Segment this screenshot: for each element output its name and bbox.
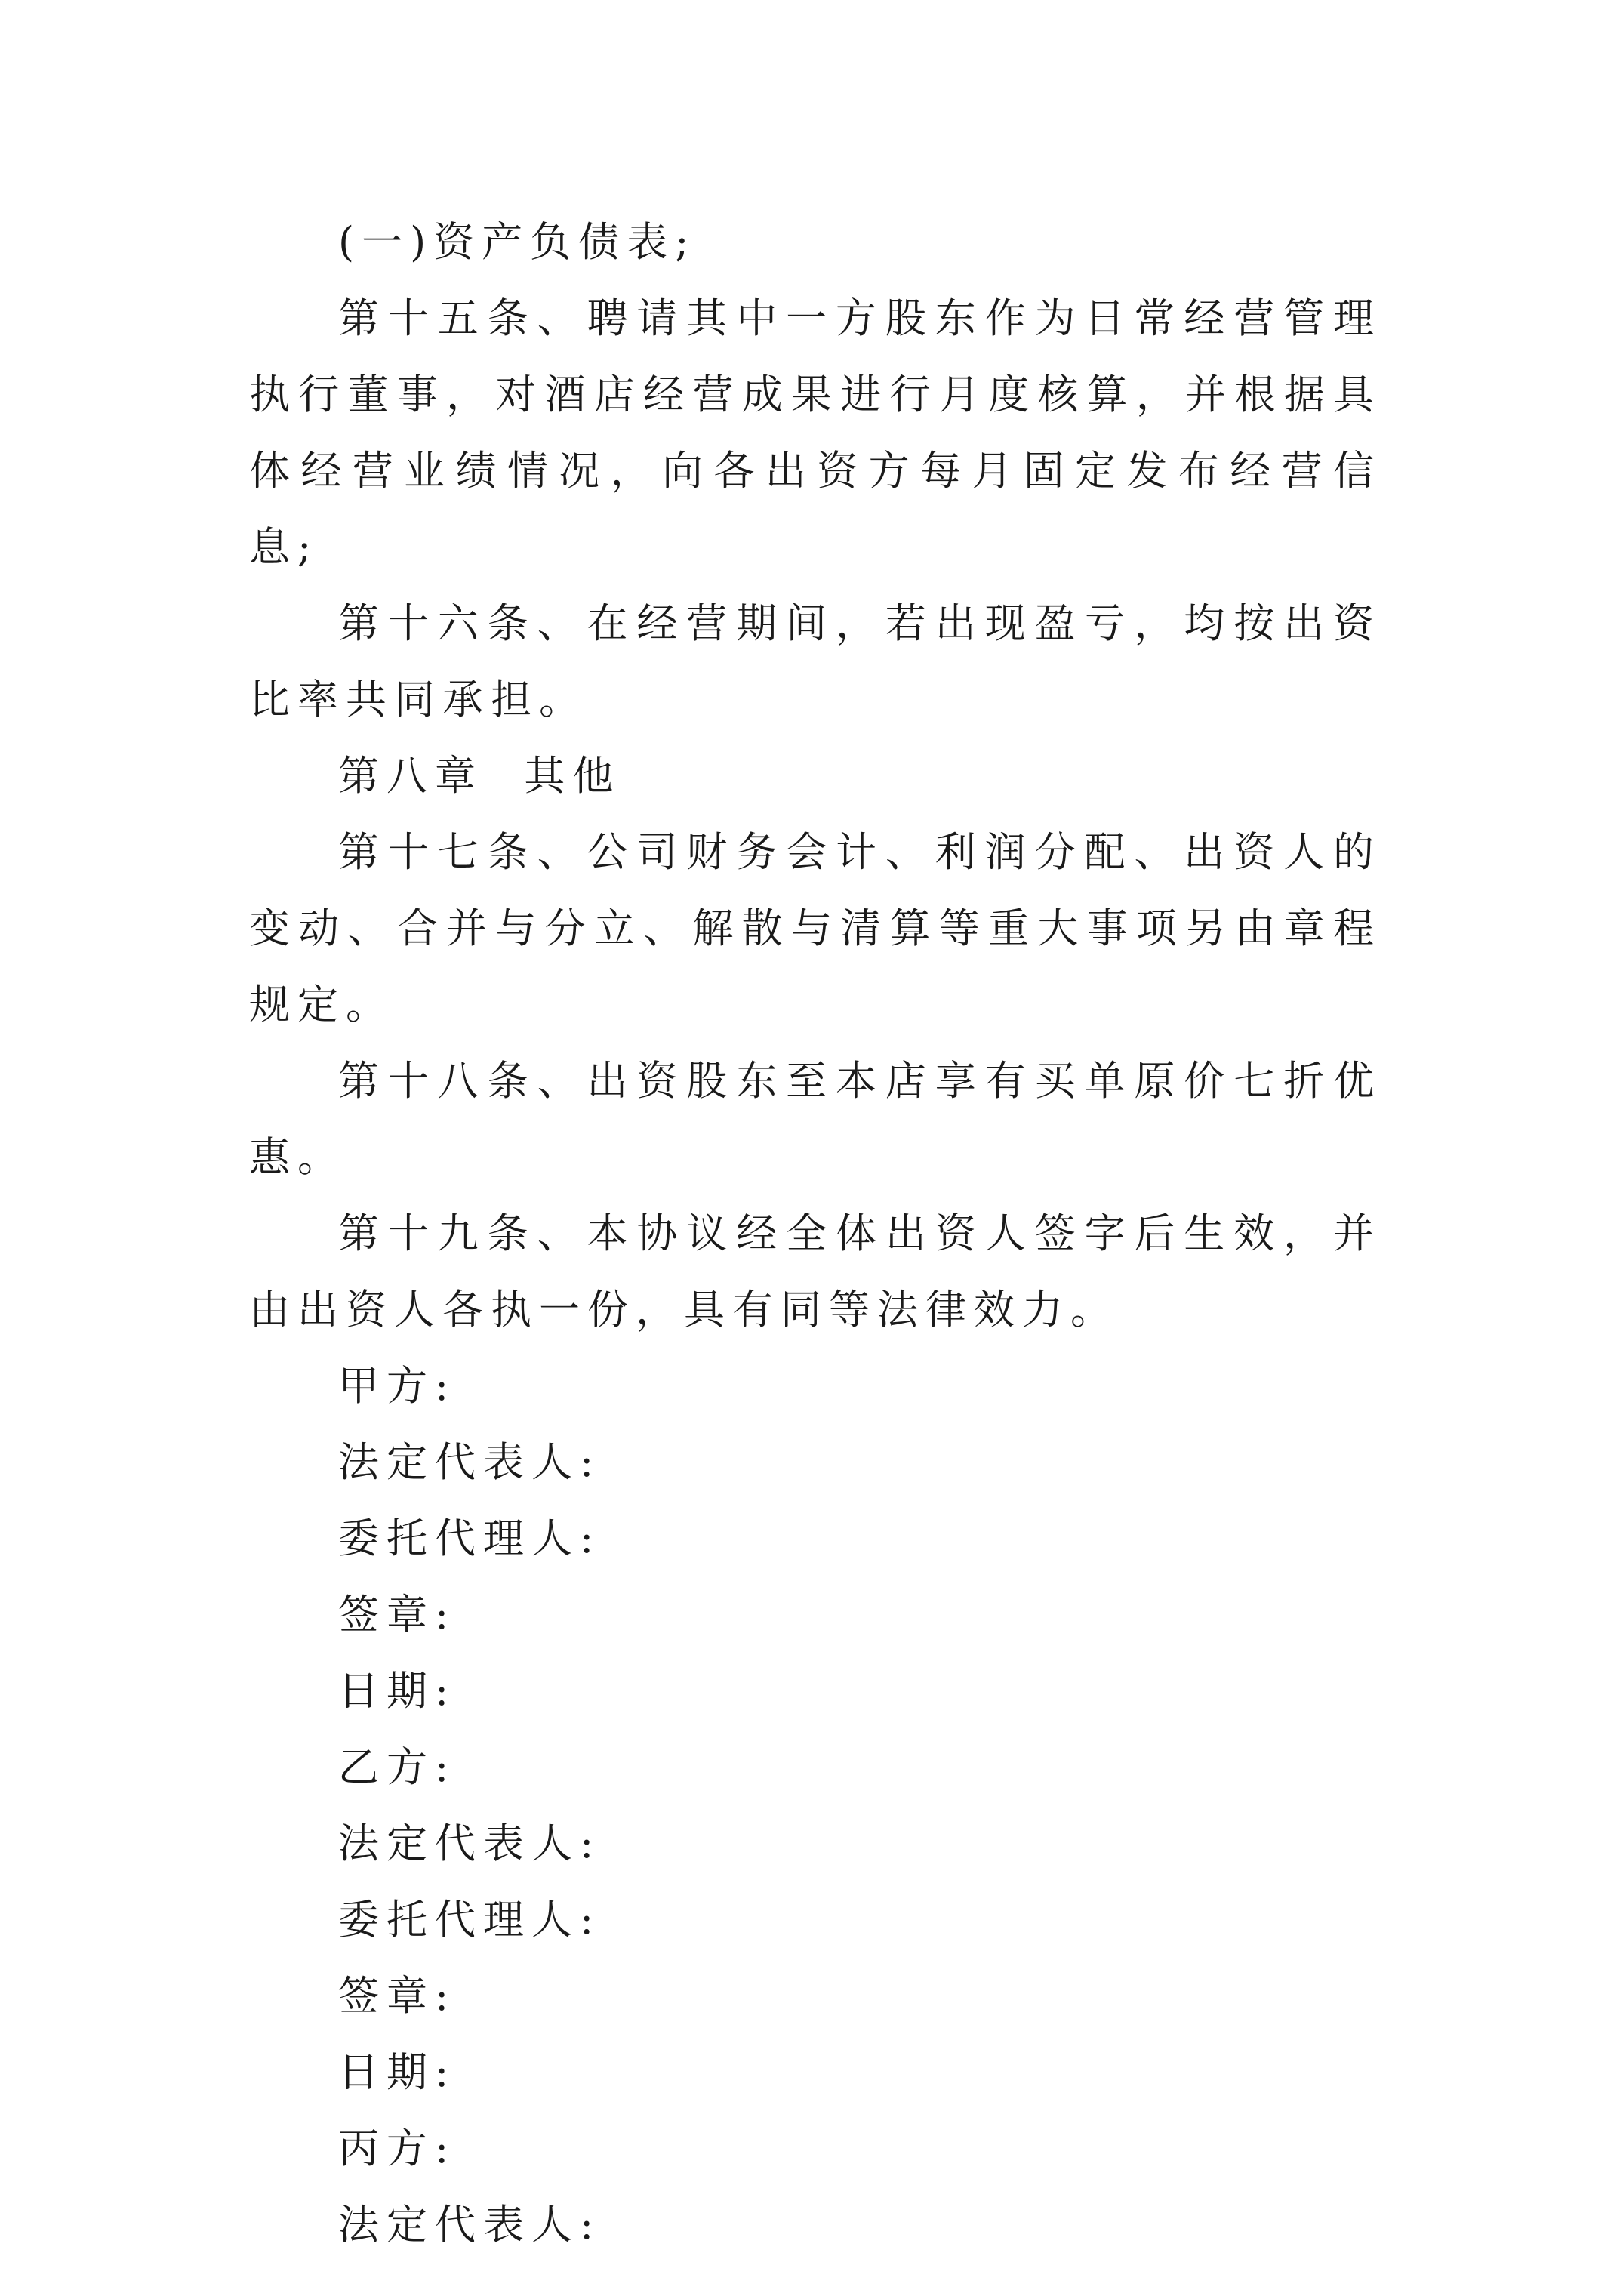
- article-16: 第十六条、在经营期间，若出现盈亏，均按出资比率共同承担。: [249, 599, 1381, 723]
- document-body: [249, 204, 1381, 2263]
- party-a-date-label: 日期:: [338, 1667, 457, 1715]
- party-a-agent-label: 委托代理人:: [338, 1515, 602, 1562]
- party-b-date-label: 日期:: [338, 2048, 457, 2096]
- party-b-legal-rep-label: 法定代表人:: [338, 1820, 602, 1867]
- party-b-seal-label: 签章:: [338, 1972, 457, 2020]
- party-c-legal-rep-label: 法定代表人:: [338, 2201, 602, 2248]
- article-17: 第十七条、公司财务会计、利润分配、出资人的变动、合并与分立、解散与清算等重大事项另由章程规定。: [249, 828, 1381, 1028]
- party-a-seal-label: 签章:: [338, 1591, 457, 1638]
- article-18: 第十八条、出资股东至本店享有买单原价七折优惠。: [249, 1057, 1381, 1181]
- party-b-label: 乙方:: [338, 1743, 457, 1791]
- item-balance-sheet: (一)资产负债表;: [338, 218, 697, 266]
- party-b-agent-label: 委托代理人:: [338, 1896, 602, 1943]
- party-c-label: 丙方:: [338, 2125, 457, 2172]
- party-a-label: 甲方:: [338, 1362, 457, 1410]
- article-19: 第十九条、本协议经全体出资人签字后生效，并由出资人各执一份，具有同等法律效力。: [249, 1210, 1381, 1333]
- chapter-8-heading: 第八章 其他: [338, 752, 621, 800]
- party-a-legal-rep-label: 法定代表人:: [338, 1438, 602, 1486]
- article-15: 第十五条、聘请其中一方股东作为日常经营管理执行董事，对酒店经营成果进行月度核算，并根据具体经营业绩情况，向各出资方每月固定发布经营信息;: [249, 294, 1381, 571]
